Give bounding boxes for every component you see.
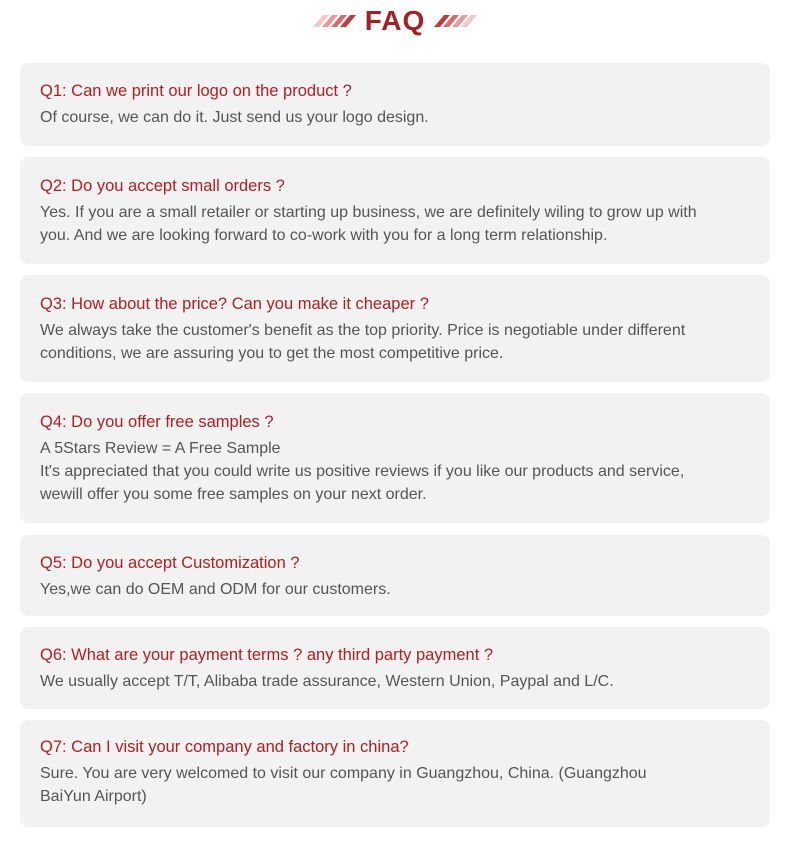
faq-question: Q1: Can we print our logo on the product ? — [40, 82, 352, 100]
faq-question: Q4: Do you offer free samples ? — [40, 413, 274, 431]
faq-question: Q6: What are your payment terms ? any third party payment ? — [40, 646, 494, 664]
faq-answer-line: Of course, we can do it. Just send us your logo design. — [40, 109, 429, 126]
faq-question: Q3: How about the price? Can you make it cheaper ? — [40, 295, 429, 313]
faq-answer-line: Yes. If you are a small retailer or starting up business, we are definitely wiling to grow up with — [40, 204, 697, 221]
faq-question: Q5: Do you accept Customization ? — [40, 554, 300, 572]
faq-question: Q2: Do you accept small orders ? — [40, 177, 285, 195]
decorative-stripes-right — [439, 15, 472, 27]
faq-card-2 — [20, 157, 770, 264]
faq-question: Q7: Can I visit your company and factory in china? — [40, 738, 409, 756]
faq-answer-line: It's appreciated that you could write us positive reviews if you like our products and service, — [40, 463, 685, 480]
faq-answer — [40, 106, 750, 129]
faq-answer-line: wewill offer you some free samples on your next order. — [40, 486, 427, 503]
faq-answer — [40, 319, 750, 365]
faq-title: FAQ — [364, 5, 426, 36]
faq-card-6 — [20, 627, 770, 709]
faq-answer-line: conditions, we are assuring you to get the most competitive price. — [40, 345, 504, 362]
faq-answer — [40, 670, 750, 693]
faq-answer — [40, 578, 750, 601]
faq-answer-line: A 5Stars Review = A Free Sample — [40, 440, 281, 457]
faq-answer — [40, 201, 750, 247]
faq-answer-line: We always take the customer's benefit as the top priority. Price is negotiable under different — [40, 322, 686, 339]
faq-answer-line: Sure. You are very welcomed to visit our company in Guangzhou, China. (Guangzhou — [40, 765, 647, 782]
faq-card-3 — [20, 275, 770, 382]
faq-header — [0, 4, 790, 38]
faq-answer-line: Yes,we can do OEM and ODM for our customers. — [40, 581, 391, 598]
decorative-stripes-left — [318, 15, 351, 27]
faq-card-7 — [20, 720, 770, 827]
faq-card-1 — [20, 63, 770, 146]
faq-answer — [40, 762, 750, 808]
faq-answer-line: We usually accept T/T, Alibaba trade assurance, Western Union, Paypal and L/C. — [40, 673, 614, 690]
faq-answer-line: you. And we are looking forward to co-work with you for a long term relationship. — [40, 227, 608, 244]
faq-card-5 — [20, 535, 770, 616]
faq-answer-line: BaiYun Airport) — [40, 788, 147, 805]
faq-answer — [40, 437, 750, 506]
faq-card-4 — [20, 393, 770, 523]
